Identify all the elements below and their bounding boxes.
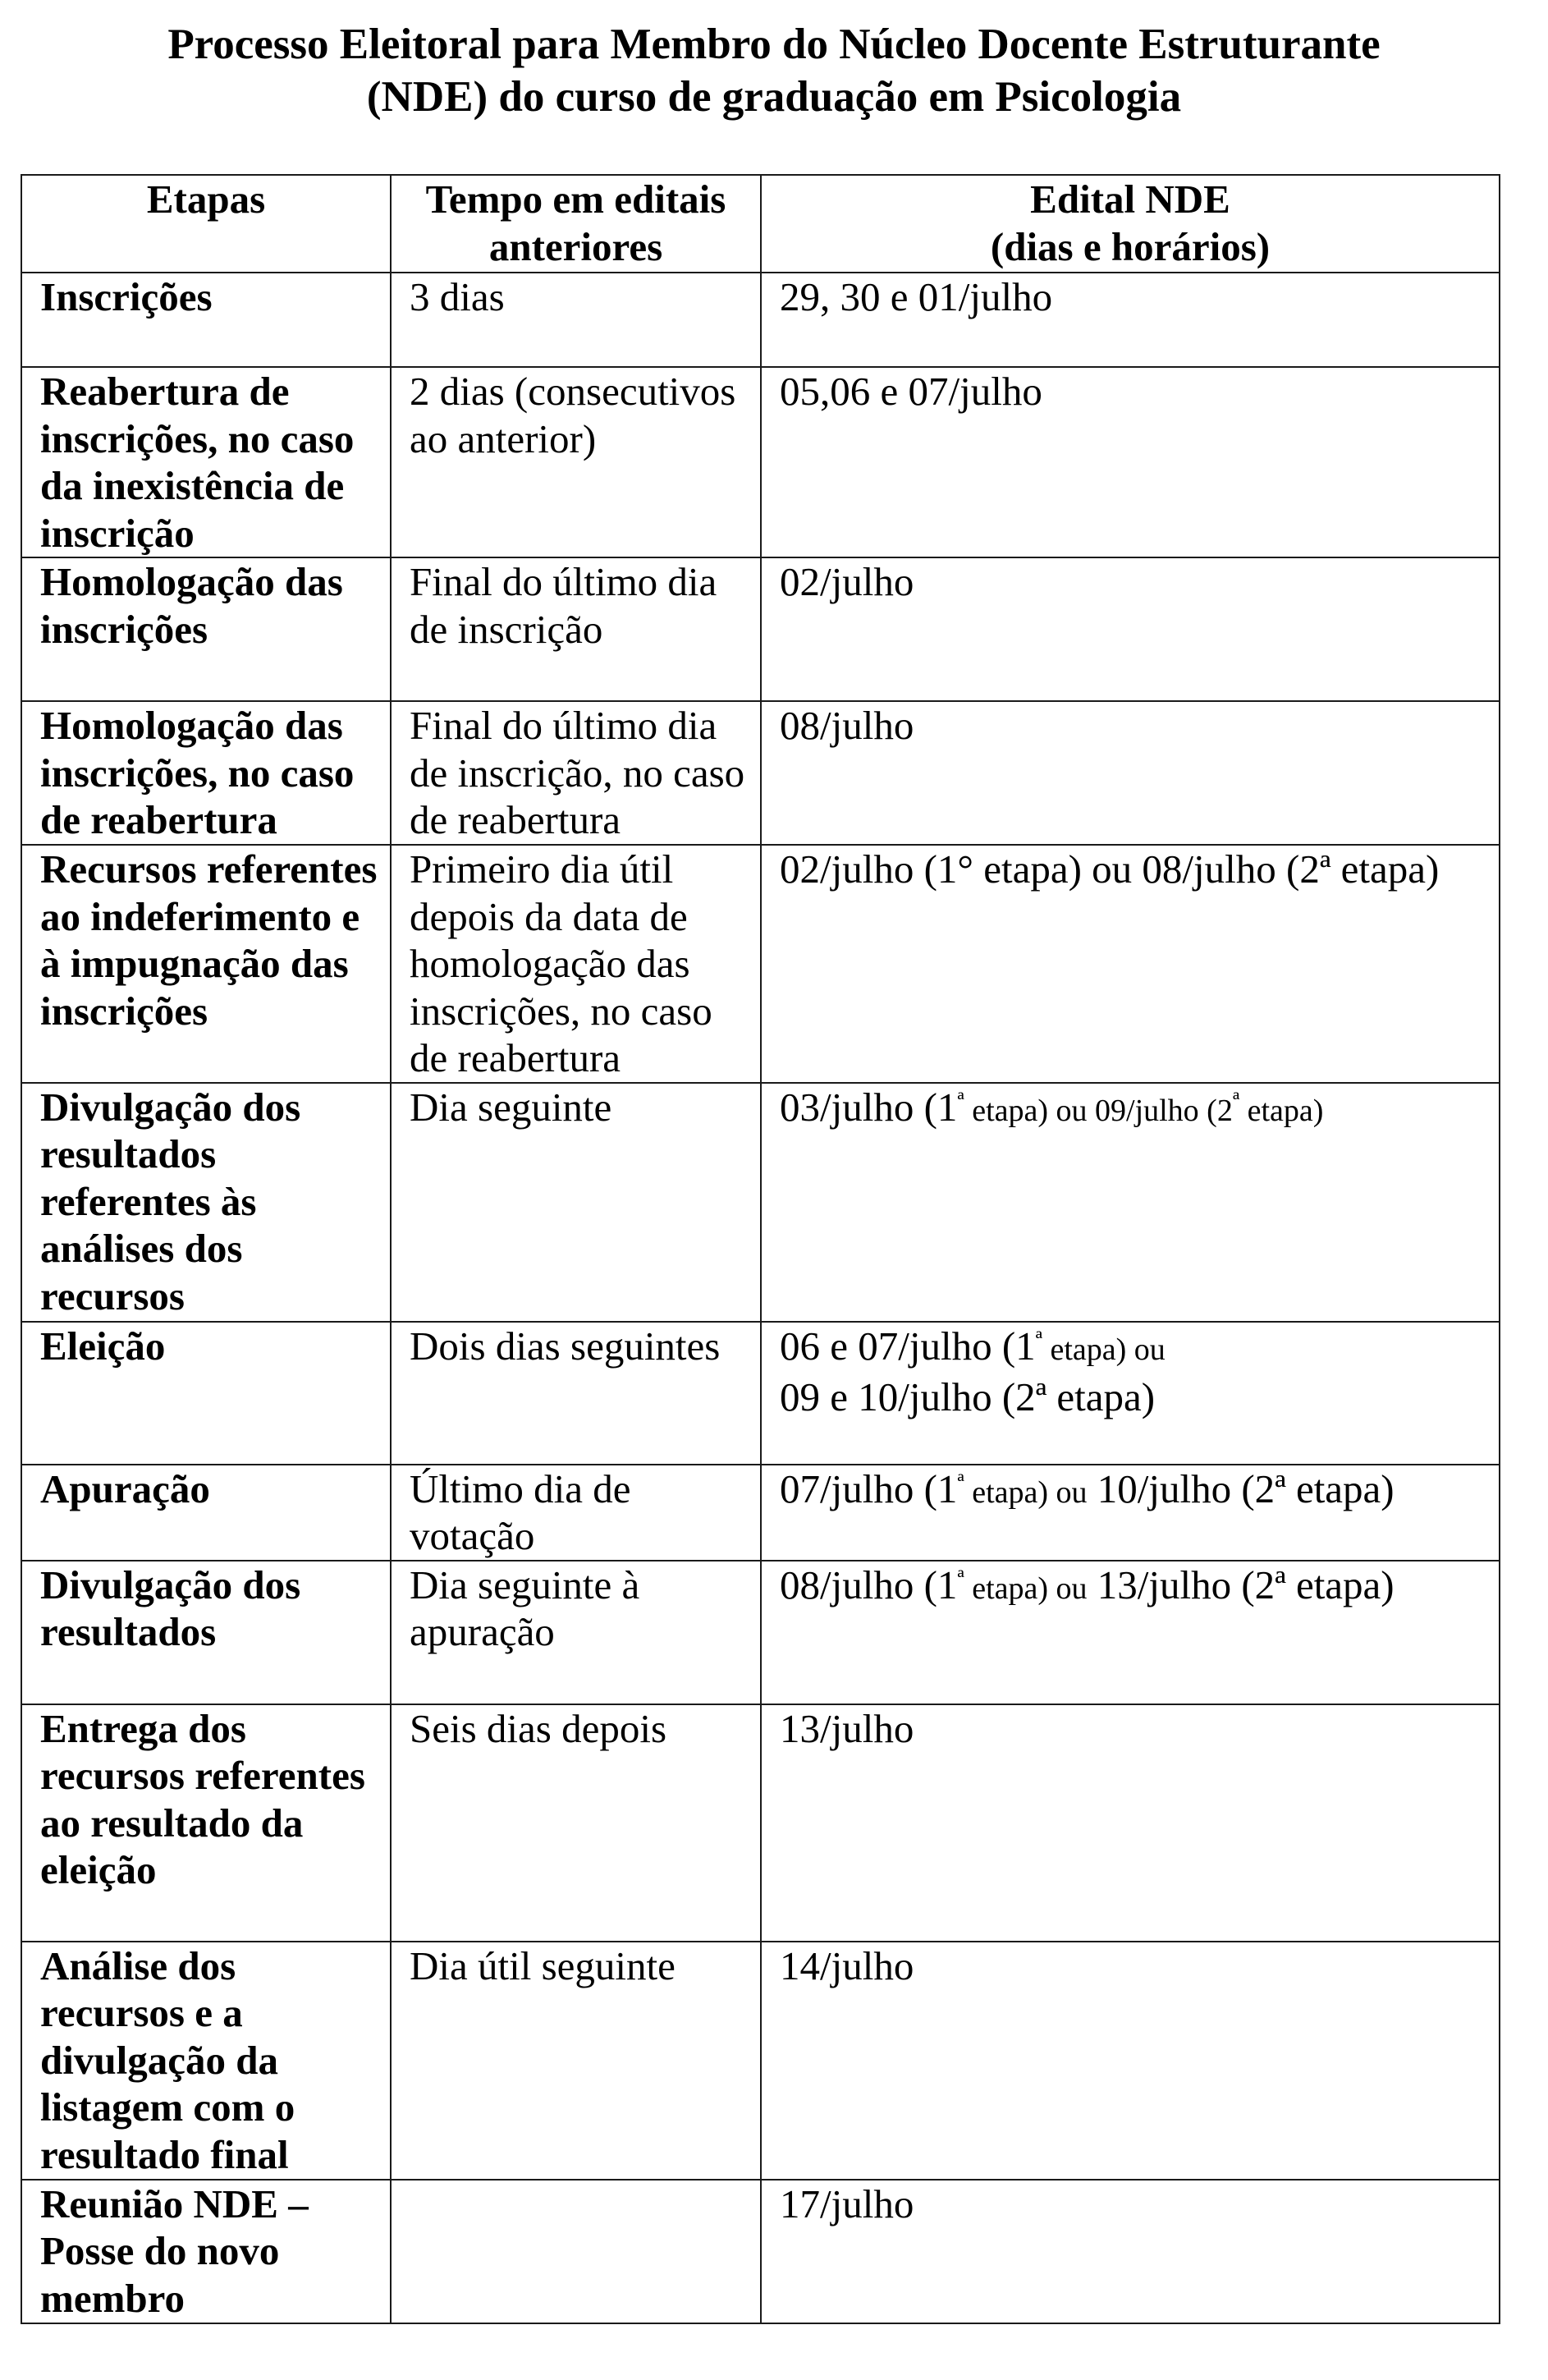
tempo-cell: Dia seguinte (391, 1083, 761, 1322)
table-row (21, 367, 1500, 557)
header-tempo: Tempo em editais anteriores (391, 175, 761, 273)
table-header-row (21, 175, 1500, 273)
etapa-cell: Inscrições (21, 273, 391, 367)
edital-cell: 13/julho (761, 1704, 1500, 1942)
table-row (21, 557, 1500, 701)
edital-cell: 08/julho ($1^ª$ etapa) ou 13/julho (2ª etapa) (761, 1561, 1500, 1704)
etapa-cell: Homologação das inscrições, no caso de reabertura (21, 701, 391, 845)
tempo-cell: 3 dias (391, 273, 761, 367)
tempo-cell: Último dia de votação (391, 1465, 761, 1561)
tempo-cell: 2 dias (consecutivos ao anterior) (391, 367, 761, 557)
etapa-cell: Reunião NDE – Posse do novo membro (21, 2180, 391, 2323)
etapa-cell: Reabertura de inscrições, no caso da inexistência de inscrição (21, 367, 391, 557)
tempo-cell: Final do último dia de inscrição (391, 557, 761, 701)
edital-cell: 03/julho ($1^ª$ etapa) ou 09/julho ($2^ª$ etapa) (761, 1083, 1500, 1322)
edital-cell: 29, 30 e 01/julho (761, 273, 1500, 367)
edital-cell: 07/julho ($1^ª$ etapa) ou 10/julho (2ª etapa) (761, 1465, 1500, 1561)
tempo-cell: Primeiro dia útil depois da data de homologação das inscrições, no caso de reabertura (391, 845, 761, 1083)
tempo-cell: Dia útil seguinte (391, 1942, 761, 2180)
edital-cell: 05,06 e 07/julho (761, 367, 1500, 557)
table-row (21, 845, 1500, 1083)
table-row (21, 701, 1500, 845)
table-row (21, 1561, 1500, 1704)
edital-cell: 14/julho (761, 1942, 1500, 2180)
edital-cell: 02/julho (761, 557, 1500, 701)
etapa-cell: Recursos referentes ao indeferimento e à impugnação das inscrições (21, 845, 391, 1083)
tempo-cell: Dois dias seguintes (391, 1322, 761, 1465)
tempo-cell: Seis dias depois (391, 1704, 761, 1942)
edital-cell: 17/julho (761, 2180, 1500, 2323)
title-line-2: (NDE) do curso de graduação em Psicologia (366, 73, 1182, 121)
table-row (21, 1083, 1500, 1322)
table-row (21, 2180, 1500, 2323)
table-row (21, 1704, 1500, 1942)
tempo-cell: Final do último dia de inscrição, no caso de reabertura (391, 701, 761, 845)
table-row (21, 1322, 1500, 1465)
document-title (0, 18, 1548, 123)
header-edital: Edital NDE (dias e horários) (761, 175, 1500, 273)
header-etapas: Etapas (21, 175, 391, 273)
edital-cell: 06 e 07/julho ($1^ª$ etapa) ou 09 e 10/julho (2ª etapa) (761, 1322, 1500, 1465)
tempo-cell (391, 2180, 761, 2323)
etapa-cell: Divulgação dos resultados (21, 1561, 391, 1704)
etapa-cell: Homologação das inscrições (21, 557, 391, 701)
etapa-cell: Eleição (21, 1322, 391, 1465)
etapa-cell: Divulgação dos resultados referentes às análises dos recursos (21, 1083, 391, 1322)
election-schedule-table (21, 174, 1500, 2324)
edital-cell: 08/julho (761, 701, 1500, 845)
edital-cell: 02/julho (1° etapa) ou 08/julho (2ª etapa) (761, 845, 1500, 1083)
table-row (21, 273, 1500, 367)
table-row (21, 1942, 1500, 2180)
etapa-cell: Análise dos recursos e a divulgação da listagem com o resultado final (21, 1942, 391, 2180)
tempo-cell: Dia seguinte à apuração (391, 1561, 761, 1704)
table-row (21, 1465, 1500, 1561)
etapa-cell: Apuração (21, 1465, 391, 1561)
etapa-cell: Entrega dos recursos referentes ao resultado da eleição (21, 1704, 391, 1942)
title-line-1: Processo Eleitoral para Membro do Núcleo Docente Estruturante (167, 21, 1381, 68)
